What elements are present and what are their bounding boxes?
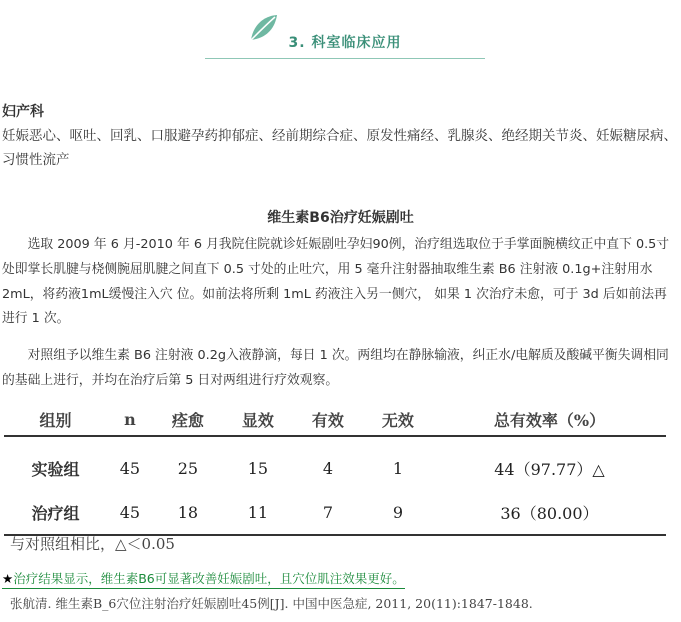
table-cell: 实验组 xyxy=(31,459,80,479)
table-cell: 4 xyxy=(322,458,334,478)
banner-divider xyxy=(205,58,485,59)
table-cell: 25 xyxy=(177,458,199,478)
star-icon: ★ xyxy=(2,571,14,586)
table-footnote: 与对照组相比，△＜0.05 xyxy=(10,535,175,553)
table-header-cell: 无效 xyxy=(363,403,433,436)
table-cell: 44（97.77）△ xyxy=(494,459,605,479)
conclusion-text: 治疗结果显示，维生素B6可显著改善妊娠剧吐，且穴位肌注效果更好。 xyxy=(13,571,405,586)
table-cell: 36（80.00） xyxy=(433,490,666,535)
table-cell: 18 xyxy=(153,490,223,535)
section-title: 3. 科室临床应用 xyxy=(288,35,402,51)
table-header-row xyxy=(4,403,666,436)
table-cell: 15 xyxy=(247,458,269,478)
table-cell: 11 xyxy=(223,490,293,535)
table-row xyxy=(4,490,666,535)
table-header-cell: 显效 xyxy=(223,403,293,436)
table-header-cell: 痊愈 xyxy=(153,403,223,436)
table-row xyxy=(4,436,666,490)
table-header-cell: 组别 xyxy=(4,403,107,436)
table-cell: 45 xyxy=(119,458,141,478)
conditions-list: 妊娠恶心、呕吐、回乳、口服避孕药抑郁症、经前期综合症、原发性痛经、乳腺炎、绝经期关节炎、妊娠糖尿病、习惯性流产 xyxy=(2,128,677,168)
section-banner xyxy=(205,10,485,70)
table-header-cell: 总有效率（%） xyxy=(433,403,666,436)
reference-citation: 张航清. 维生素B_6穴位注射治疗妊娠剧吐45例[J]. 中国中医急症, 2011, 20(11):1847-1848. xyxy=(10,596,533,611)
table-cell: 9 xyxy=(363,490,433,535)
table-header-cell: 有效 xyxy=(293,403,363,436)
table-cell: 1 xyxy=(392,458,404,478)
conclusion-link[interactable] xyxy=(2,569,405,589)
results-table xyxy=(4,403,666,536)
article-paragraph-2: 对照组予以维生素 B6 注射液 0.2g入液静滴，每日 1 次。两组均在静脉输液，纠正水/电解质及酸碱平衡失调相同的基础上进行，并均在治疗后第 5 日对两组进行疗效观察。 xyxy=(2,348,669,388)
article-paragraph-1: 选取 2009 年 6 月-2010 年 6 月我院住院就诊妊娠剧吐孕妇90例，治疗组选取位于手掌面腕横纹正中直下 0.5寸处即掌长肌腱与桡侧腕屈肌腱之间直下 0.5 寸处的止吐穴，用 5 毫升注射器抽取维生素 B6 注射液 0.1g+注射用水 2mL，将药液1mL缓慢注入穴 位。如前法将所剩 1mL 药液注入另一侧穴， 如果 1 次治疗未愈，可于 3d 后如前法再进行 1 次。 xyxy=(2,237,670,327)
table-cell: 45 xyxy=(107,490,153,535)
department-heading: 妇产科 xyxy=(2,104,44,120)
table-cell: 7 xyxy=(293,490,363,535)
article-title: 维生素B6治疗妊娠剧吐 xyxy=(267,210,414,226)
table-header-cell: n xyxy=(107,403,153,436)
table-cell: 治疗组 xyxy=(4,490,107,535)
